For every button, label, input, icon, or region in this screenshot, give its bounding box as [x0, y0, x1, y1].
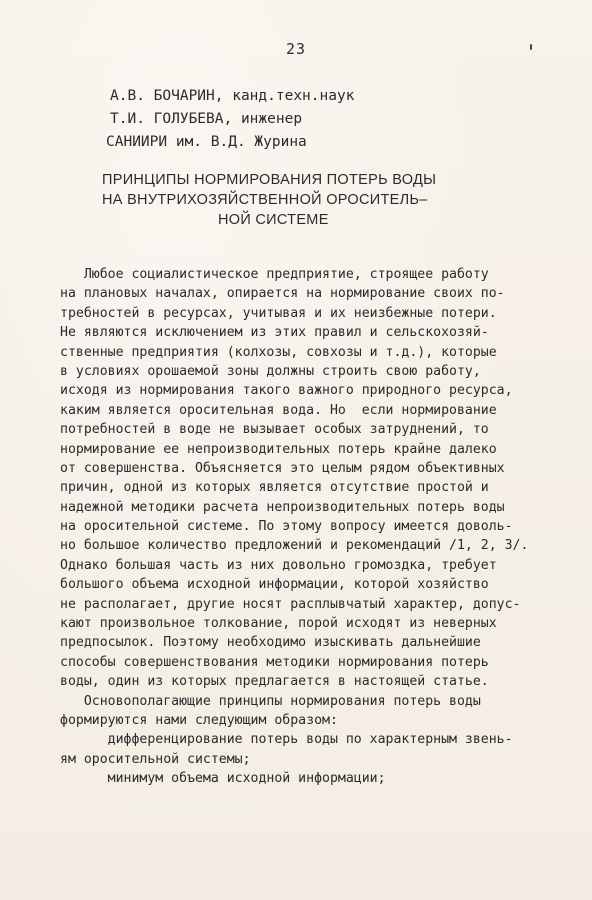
- text-line: большого объема исходной информации, которой хозяйство: [60, 577, 489, 593]
- text-line: исходя из нормирования такого важного природного ресурса,: [60, 383, 513, 399]
- title-line: ПРИНЦИПЫ НОРМИРОВАНИЯ ПОТЕРЬ ВОДЫ: [102, 172, 437, 188]
- text-line: в условиях орошаемой зоны должны строить свою работу,: [60, 363, 481, 379]
- text-line: Не являются исключением из этих правил и сельскохозяй-: [60, 325, 489, 341]
- page-number: 23: [285, 40, 307, 58]
- title-line: НОЙ СИСТЕМЕ: [218, 212, 329, 228]
- author-list: [110, 85, 354, 131]
- text-line: от совершенства. Объясняется это целым рядом объективных: [60, 460, 505, 476]
- text-line: на плановых началах, опирается на нормирование своих по-: [60, 286, 505, 302]
- text-line: надежной методики расчета непроизводительных потерь воды: [60, 499, 505, 515]
- ink-speck: [530, 44, 532, 50]
- text-line: причин, одной из которых является отсутствие простой и: [60, 480, 489, 496]
- title-line: НА ВНУТРИХОЗЯЙСТВЕННОЙ ОРОСИТЕЛЬ–: [102, 192, 428, 208]
- text-line: каким является оросительная вода. Но если нормирование: [60, 402, 497, 418]
- text-line: Любое социалистическое предприятие, строящее работу: [60, 267, 489, 282]
- text-line: но большое количество предложений и рекомендаций /1, 2, 3/.: [60, 538, 529, 554]
- text-line: не располагает, другие носят расплывчатый характер, допус-: [60, 596, 521, 612]
- text-line: способы совершенствования методики нормирования потерь: [60, 654, 489, 670]
- author-line: А.В. БОЧАРИН, канд.техн.наук: [110, 88, 355, 104]
- text-line: Однако большая часть из них довольно громоздка, требует: [60, 557, 497, 573]
- text-line: ственные предприятия (колхозы, совхозы и т.д.), которые: [60, 344, 497, 360]
- institute-name: САНИИРИ им. В.Д. Журина: [106, 134, 307, 150]
- text-line: воды, один из которых предлагается в настоящей статье.: [60, 674, 489, 690]
- text-line: дифференцирование потерь воды по характерным звень-: [60, 732, 513, 748]
- text-line: предпосылок. Поэтому необходимо изыскивать дальнейшие: [60, 635, 481, 651]
- text-line: требностей в ресурсах, учитывая и их неизбежные потери.: [60, 305, 497, 321]
- text-line: ям оросительной системы;: [60, 751, 251, 767]
- text-line: на оросительной системе. По этому вопросу имеется доволь-: [60, 519, 513, 535]
- text-line: потребностей в воде не вызывает особых затруднений, то: [60, 422, 489, 438]
- body-text: [60, 265, 570, 789]
- text-line: кают произвольное толкование, порой исходят из неверных: [60, 616, 497, 632]
- author-line: Т.И. ГОЛУБЕВА, инженер: [110, 111, 303, 127]
- text-line: Основополагающие принципы нормирования потерь воды: [60, 693, 481, 709]
- text-line: формируются нами следующим образом:: [60, 712, 338, 728]
- text-line: нормирование ее непроизводительных потерь крайне далеко: [60, 441, 497, 457]
- article-title: [102, 170, 522, 230]
- text-line: минимум объема исходной информации;: [60, 771, 386, 787]
